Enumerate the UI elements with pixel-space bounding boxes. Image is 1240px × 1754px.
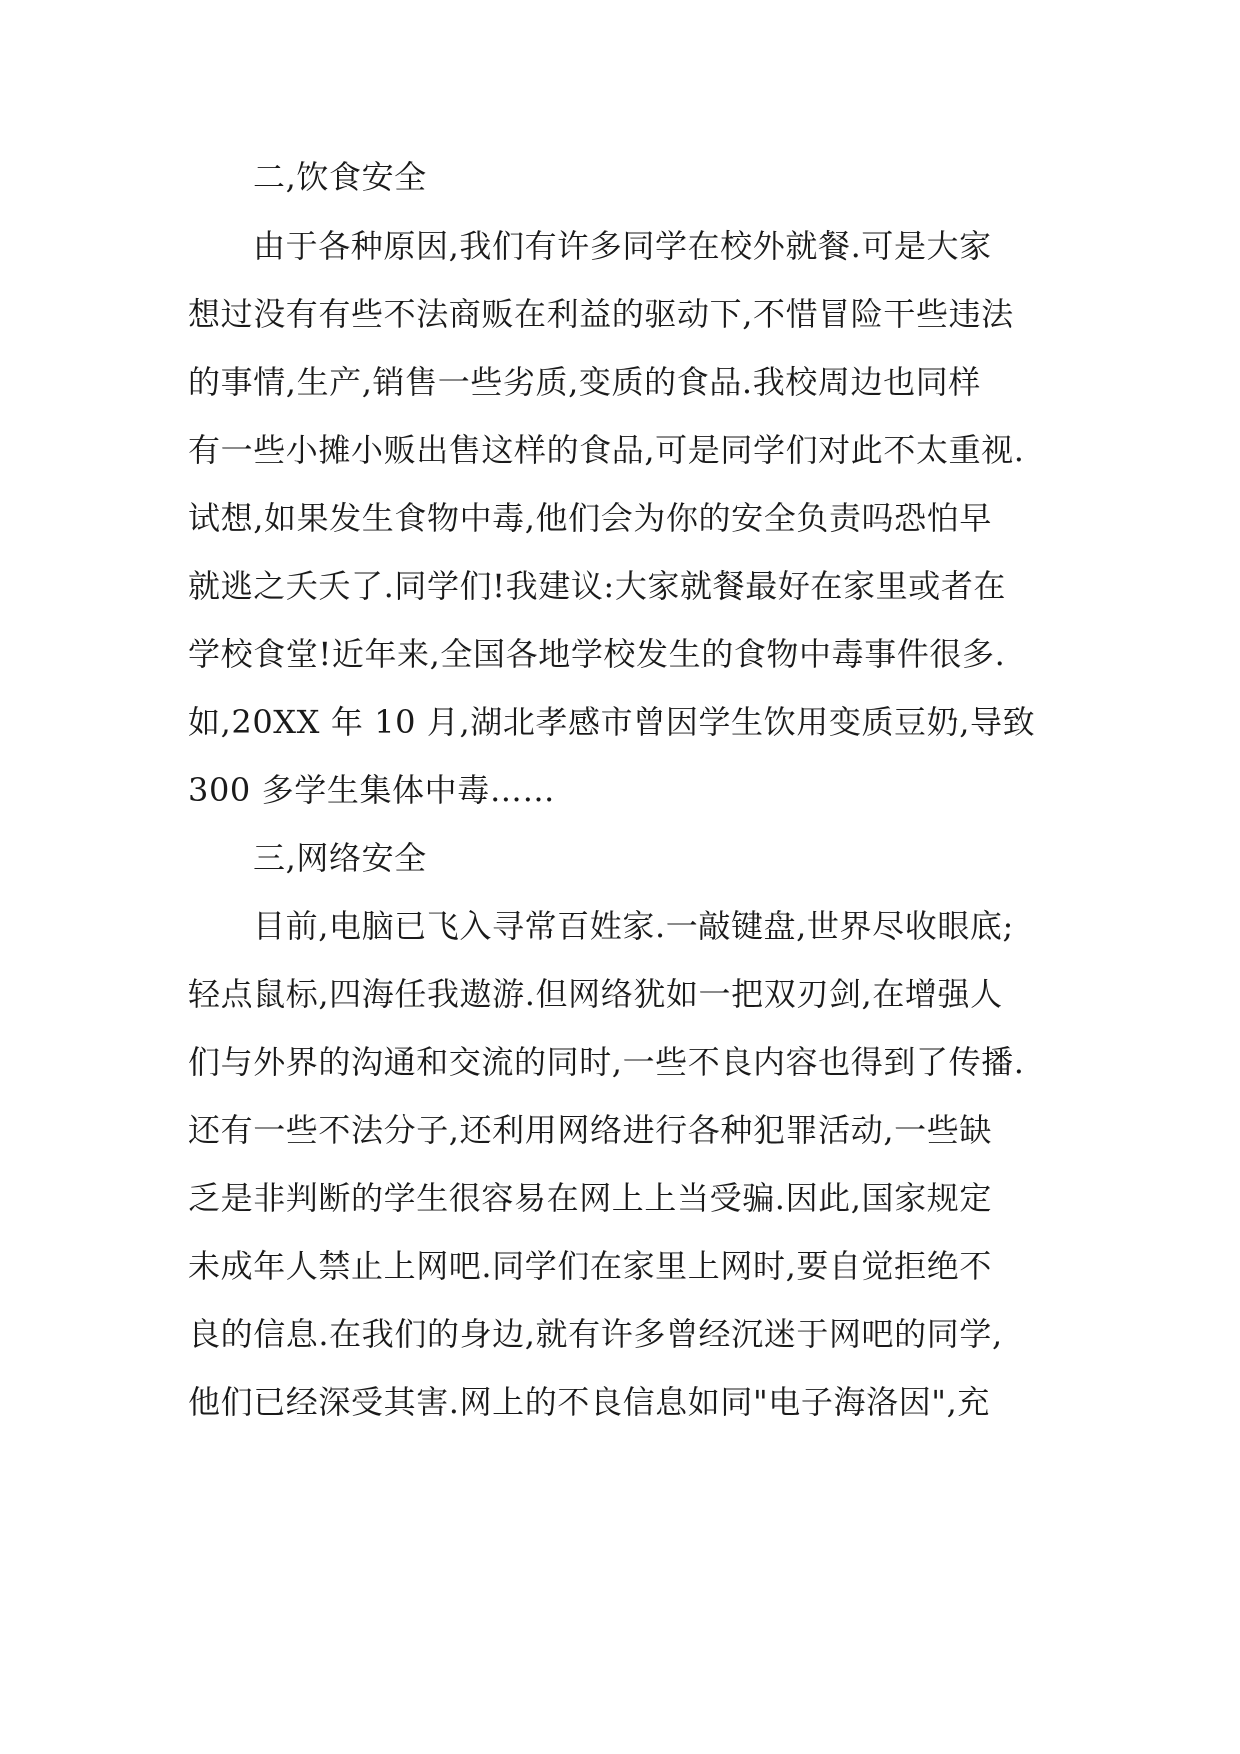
paragraph-line: 轻点鼠标,四海任我遨游.但网络犹如一把双刃剑,在增强人 [188, 975, 1003, 1013]
section-heading-food-safety: 二,饮食安全 [253, 158, 427, 196]
paragraph-line: 试想,如果发生食物中毒,他们会为你的安全负责吗恐怕早 [188, 499, 992, 537]
paragraph-line: 由于各种原因,我们有许多同学在校外就餐.可是大家 [253, 227, 992, 265]
paragraph-line: 还有一些不法分子,还利用网络进行各种犯罪活动,一些缺 [188, 1111, 992, 1149]
paragraph-line: 们与外界的沟通和交流的同时,一些不良内容也得到了传播. [188, 1043, 1025, 1081]
section-heading-network-safety: 三,网络安全 [253, 839, 427, 877]
paragraph-line: 良的信息.在我们的身边,就有许多曾经沉迷于网吧的同学, [188, 1315, 1003, 1353]
paragraph-line: 有一些小摊小贩出售这样的食品,可是同学们对此不太重视. [188, 431, 1025, 469]
paragraph-line: 目前,电脑已飞入寻常百姓家.一敲键盘,世界尽收眼底; [253, 907, 1014, 945]
paragraph-line: 如,20XX 年 10 月,湖北孝感市曾因学生饮用变质豆奶,导致 [188, 703, 1036, 741]
paragraph-line: 就逃之夭夭了.同学们!我建议:大家就餐最好在家里或者在 [188, 567, 1007, 605]
paragraph-line: 想过没有有些不法商贩在利益的驱动下,不惜冒险干些违法 [188, 295, 1014, 333]
paragraph-line: 乏是非判断的学生很容易在网上上当受骗.因此,国家规定 [188, 1179, 992, 1217]
paragraph-line: 学校食堂!近年来,全国各地学校发生的食物中毒事件很多. [188, 635, 1006, 673]
paragraph-line: 他们已经深受其害.网上的不良信息如同"电子海洛因",充 [188, 1383, 990, 1421]
paragraph-line: 的事情,生产,销售一些劣质,变质的食品.我校周边也同样 [188, 363, 981, 401]
paragraph-line: 300 多学生集体中毒…… [188, 771, 556, 809]
paragraph-line: 未成年人禁止上网吧.同学们在家里上网时,要自觉拒绝不 [188, 1247, 992, 1285]
